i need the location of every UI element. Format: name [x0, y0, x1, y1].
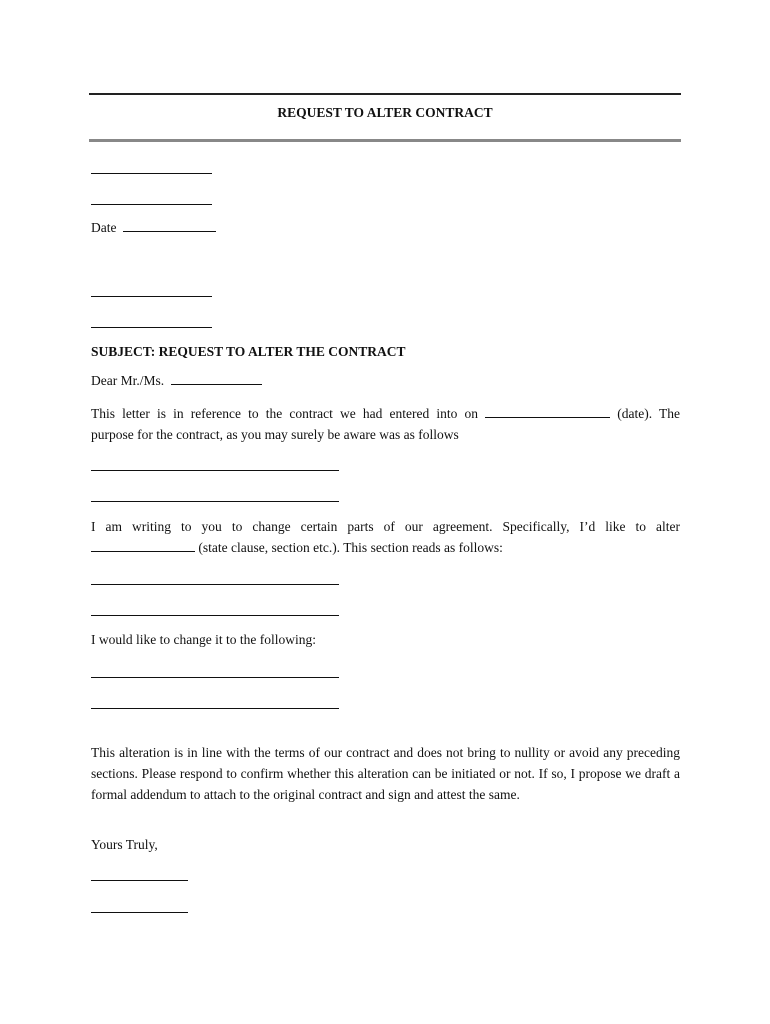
- subject-line: SUBJECT: REQUEST TO ALTER THE CONTRACT: [91, 344, 406, 359]
- printed-name-line: [91, 912, 188, 913]
- clause-blank: [91, 540, 195, 552]
- current-section-line-1: [91, 584, 339, 585]
- change-intro: I would like to change it to the following:: [91, 632, 316, 647]
- recipient-name-blank: [171, 373, 262, 385]
- reference-date-text: (date). The: [617, 406, 680, 421]
- alteration-request-line-2: [91, 537, 680, 558]
- date-line: [91, 220, 216, 236]
- sender-address-line-2: [91, 204, 212, 205]
- paragraph-alteration-request: [91, 516, 680, 558]
- recipient-address-line-1: [91, 296, 212, 297]
- date-label: Date: [91, 220, 117, 235]
- recipient-address-line-2: [91, 327, 212, 328]
- paragraph-addendum: This alteration is in line with the terms of our contract and does not bring to nullity or avoid any preceding sections. Please respond to confirm whether this alteration can be initiated or not. If so, I propose we draft a formal addendum to attach to the original contract and sign and attest the same.: [91, 745, 680, 802]
- clause-text: (state clause, section etc.). This section reads as follows:: [198, 540, 503, 555]
- header-bottom-rule: [89, 139, 681, 142]
- document-title: REQUEST TO ALTER CONTRACT: [277, 105, 493, 120]
- new-text-line-2: [91, 708, 339, 709]
- purpose-line-2: [91, 501, 339, 502]
- paragraph-reference-line-2: purpose for the contract, as you may surely be aware was as follows: [91, 427, 459, 442]
- salutation-line: [91, 373, 262, 389]
- current-section-line-2: [91, 615, 339, 616]
- purpose-line-1: [91, 470, 339, 471]
- header-top-rule: [89, 93, 681, 95]
- sender-address-line-1: [91, 173, 212, 174]
- signature-line: [91, 880, 188, 881]
- paragraph-reference: [91, 403, 680, 445]
- reference-text: This letter is in reference to the contract we had entered into on: [91, 406, 478, 421]
- closing: Yours Truly,: [91, 837, 158, 852]
- contract-date-blank: [485, 406, 610, 418]
- alteration-request-line-1: I am writing to you to change certain parts of our agreement. Specifically, I’d like to alter: [91, 519, 680, 534]
- paragraph-reference-line-1: [91, 403, 680, 424]
- date-blank: [123, 220, 216, 232]
- salutation-text: Dear Mr./Ms.: [91, 373, 165, 388]
- new-text-line-1: [91, 677, 339, 678]
